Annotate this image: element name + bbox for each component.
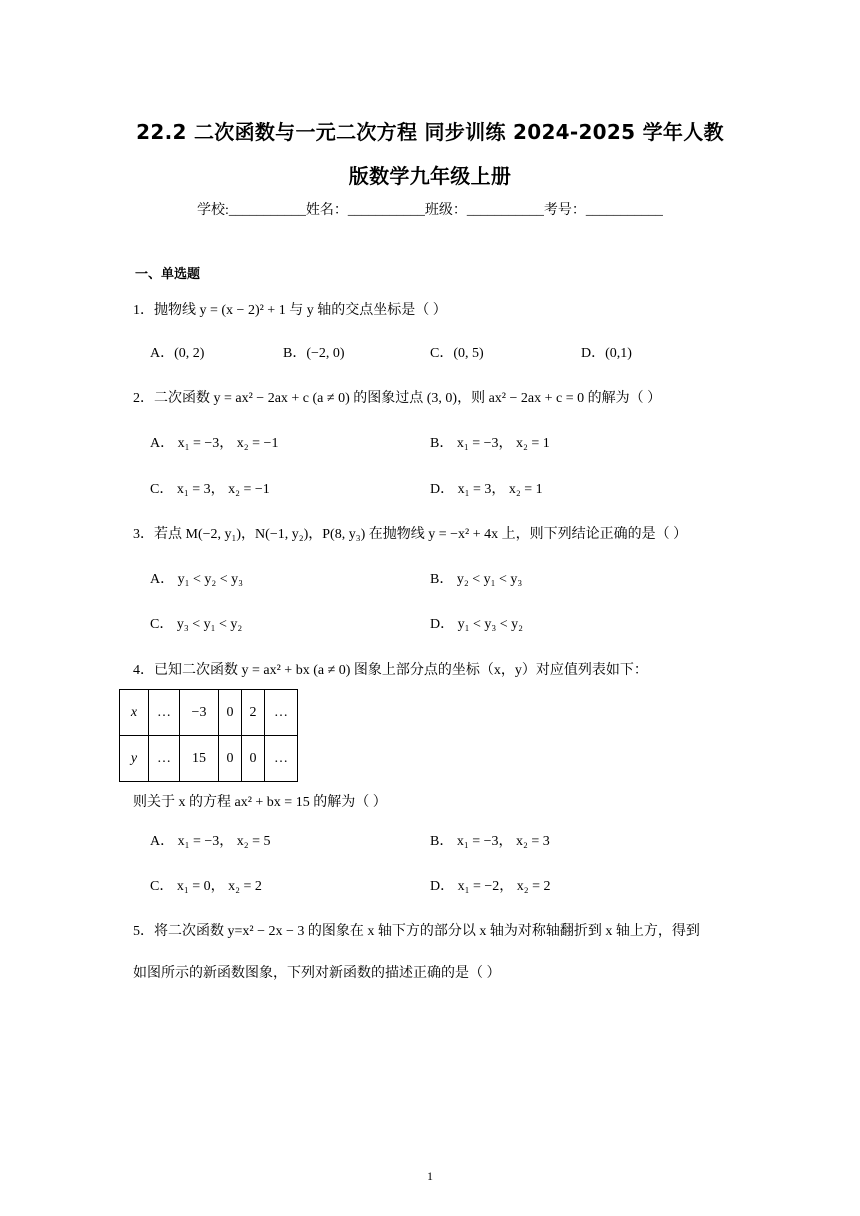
question-3-option-d[interactable]: D． y₁ < y₃ < y₂ (430, 617, 524, 632)
table-cell: 0 (242, 736, 265, 782)
table-cell: x (120, 690, 149, 736)
student-info-line: 学校:___________姓名：___________班级：___________考号：___________ (197, 203, 663, 218)
question-4-option-c[interactable]: C． x₁ = 0， x₂ = 2 (150, 879, 262, 894)
question-4-followup: 则关于 x 的方程 ax² + bx = 15 的解为（ ） (133, 795, 387, 810)
table-cell: … (265, 690, 298, 736)
question-3-option-b[interactable]: B． y₂ < y₁ < y₃ (430, 572, 523, 587)
table-cell: 0 (219, 736, 242, 782)
question-1-option-d[interactable]: D．(0,1) (581, 346, 632, 361)
question-4-option-a[interactable]: A． x₁ = −3， x₂ = 5 (150, 834, 271, 849)
table-row-x (120, 690, 298, 736)
question-1-option-b[interactable]: B．(−2, 0) (283, 346, 345, 361)
question-2-stem: 2．二次函数 y = ax² − 2ax + c (a ≠ 0) 的图象过点 (3, 0)，则 ax² − 2ax + c = 0 的解为（ ） (133, 391, 662, 406)
question-5-line-1: 5．将二次函数 y=x² − 2x − 3 的图象在 x 轴下方的部分以 x 轴为对称轴翻折到 x 轴上方，得到 (133, 924, 700, 939)
table-cell: … (149, 690, 180, 736)
value-table (119, 689, 298, 782)
table-cell: … (149, 736, 180, 782)
question-1-option-a[interactable]: A．(0, 2) (150, 346, 205, 361)
question-5-line-2: 如图所示的新函数图象，下列对新函数的描述正确的是（ ） (133, 966, 501, 981)
question-4-option-b[interactable]: B． x₁ = −3， x₂ = 3 (430, 834, 550, 849)
question-3-stem: 3．若点 M(−2, y₁)，N(−1, y₂)，P(8, y₃) 在抛物线 y = −x² + 4x 上，则下列结论正确的是（ ） (133, 527, 688, 542)
section-title: 一、单选题 (135, 267, 201, 282)
table-cell: … (265, 736, 298, 782)
question-2-option-a[interactable]: A． x₁ = −3， x₂ = −1 (150, 436, 279, 451)
question-1-stem: 1．抛物线 y = (x − 2)² + 1 与 y 轴的交点坐标是（ ） (133, 303, 447, 318)
question-3-option-c[interactable]: C． y₃ < y₁ < y₂ (150, 617, 243, 632)
question-4-option-d[interactable]: D． x₁ = −2， x₂ = 2 (430, 879, 551, 894)
table-cell: 15 (180, 736, 219, 782)
question-4-stem: 4．已知二次函数 y = ax² + bx (a ≠ 0) 图象上部分点的坐标（x，y）对应值列表如下： (133, 663, 648, 678)
table-cell: y (120, 736, 149, 782)
question-2-option-b[interactable]: B． x₁ = −3， x₂ = 1 (430, 436, 550, 451)
question-2-option-c[interactable]: C． x₁ = 3， x₂ = −1 (150, 482, 270, 497)
title-line-2: 版数学九年级上册 (348, 164, 512, 188)
question-1-option-c[interactable]: C．(0, 5) (430, 346, 484, 361)
question-3-option-a[interactable]: A． y₁ < y₂ < y₃ (150, 572, 244, 587)
table-cell: 2 (242, 690, 265, 736)
table-cell: −3 (180, 690, 219, 736)
page-number: 1 (427, 1169, 433, 1183)
table-row-y (120, 736, 298, 782)
table-cell: 0 (219, 690, 242, 736)
title-line-1: 22.2 二次函数与一元二次方程 同步训练 2024-2025 学年人教 (136, 120, 724, 144)
question-2-option-d[interactable]: D． x₁ = 3， x₂ = 1 (430, 482, 543, 497)
